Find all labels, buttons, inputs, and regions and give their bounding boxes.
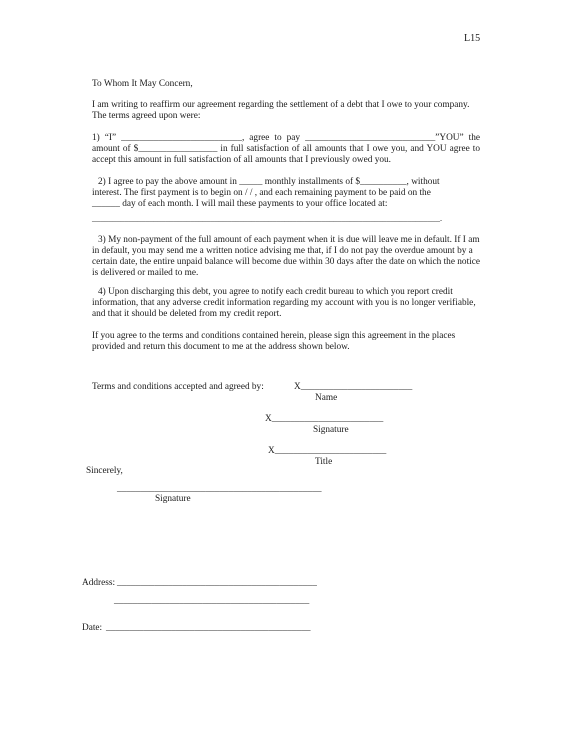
term3-line-3: certain date, the entire unpaid balance will become due within 30 days after the date on which the notice [92, 257, 480, 267]
title-label: Title [315, 457, 333, 467]
sender-signature-label: Signature [155, 494, 191, 504]
intro-line-2: The terms agreed upon were: [92, 111, 201, 121]
sender-signature-line[interactable]: ____________________________________________ [117, 484, 322, 494]
form-code: L15 [464, 33, 481, 44]
signature-label: Signature [313, 425, 349, 435]
address-label: Address: [82, 578, 116, 588]
term3-line-2: in default, you may send me a written notice advising me that, if I do not pay the overdue amount by a [92, 246, 473, 256]
closing-line-1: If you agree to the terms and conditions contained herein, please sign this agreement in the places [92, 331, 456, 341]
salutation: To Whom It May Concern, [92, 79, 193, 89]
sincerely: Sincerely, [86, 466, 123, 476]
term4-line-2: information, that any adverse credit information regarding my account with you is no longer verifiable, [92, 298, 476, 308]
term1-line-1: 1) “I” __________________________, agree to pay ____________________________”YOU” the [92, 133, 480, 143]
intro-line-1: I am writing to reaffirm our agreement regarding the settlement of a debt that I owe to your company. [92, 100, 470, 110]
term2-line-2: interest. The first payment is to begin on / / , and each remaining payment to be paid on the [92, 188, 431, 198]
term1-line-3: accept this amount in full satisfaction of all amounts that I previously owed you. [92, 155, 391, 165]
term2-line-3: ______ day of each month. I will mail these payments to your office located at: [92, 199, 388, 209]
title-line[interactable]: X________________________ [268, 446, 387, 456]
term3-line-4: is delivered or mailed to me. [92, 268, 199, 278]
date-line[interactable]: ____________________________________________ [106, 623, 311, 633]
signature-line[interactable]: X________________________ [265, 414, 384, 424]
accept-signature-line[interactable]: X________________________ [294, 382, 413, 392]
address-line-2[interactable]: __________________________________________ [114, 596, 310, 606]
name-label: Name [315, 393, 338, 403]
term1-line-2: amount of $_________________ in full satisfaction of all amounts that I owe you, and YOU agree to [92, 144, 480, 154]
term3-line-1: 3) My non-payment of the full amount of each payment when it is due will leave me in default. If I am [98, 235, 480, 245]
term2-line-1: 2) I agree to pay the above amount in _____ monthly installments of $__________, without [98, 177, 440, 187]
date-label: Date: [82, 623, 103, 633]
address-line-1[interactable]: ___________________________________________ [117, 578, 317, 588]
term4-line-1: 4) Upon discharging this debt, you agree to notify each credit bureau to which you report credit [98, 287, 453, 297]
accept-label: Terms and conditions accepted and agreed by: [92, 382, 264, 392]
term4-line-3: and that it should be deleted from my credit report. [92, 309, 282, 319]
closing-line-2: provided and return this document to me at the address shown below. [92, 342, 350, 352]
term2-line-4: _____________________________________________________________________________________. [92, 214, 443, 223]
